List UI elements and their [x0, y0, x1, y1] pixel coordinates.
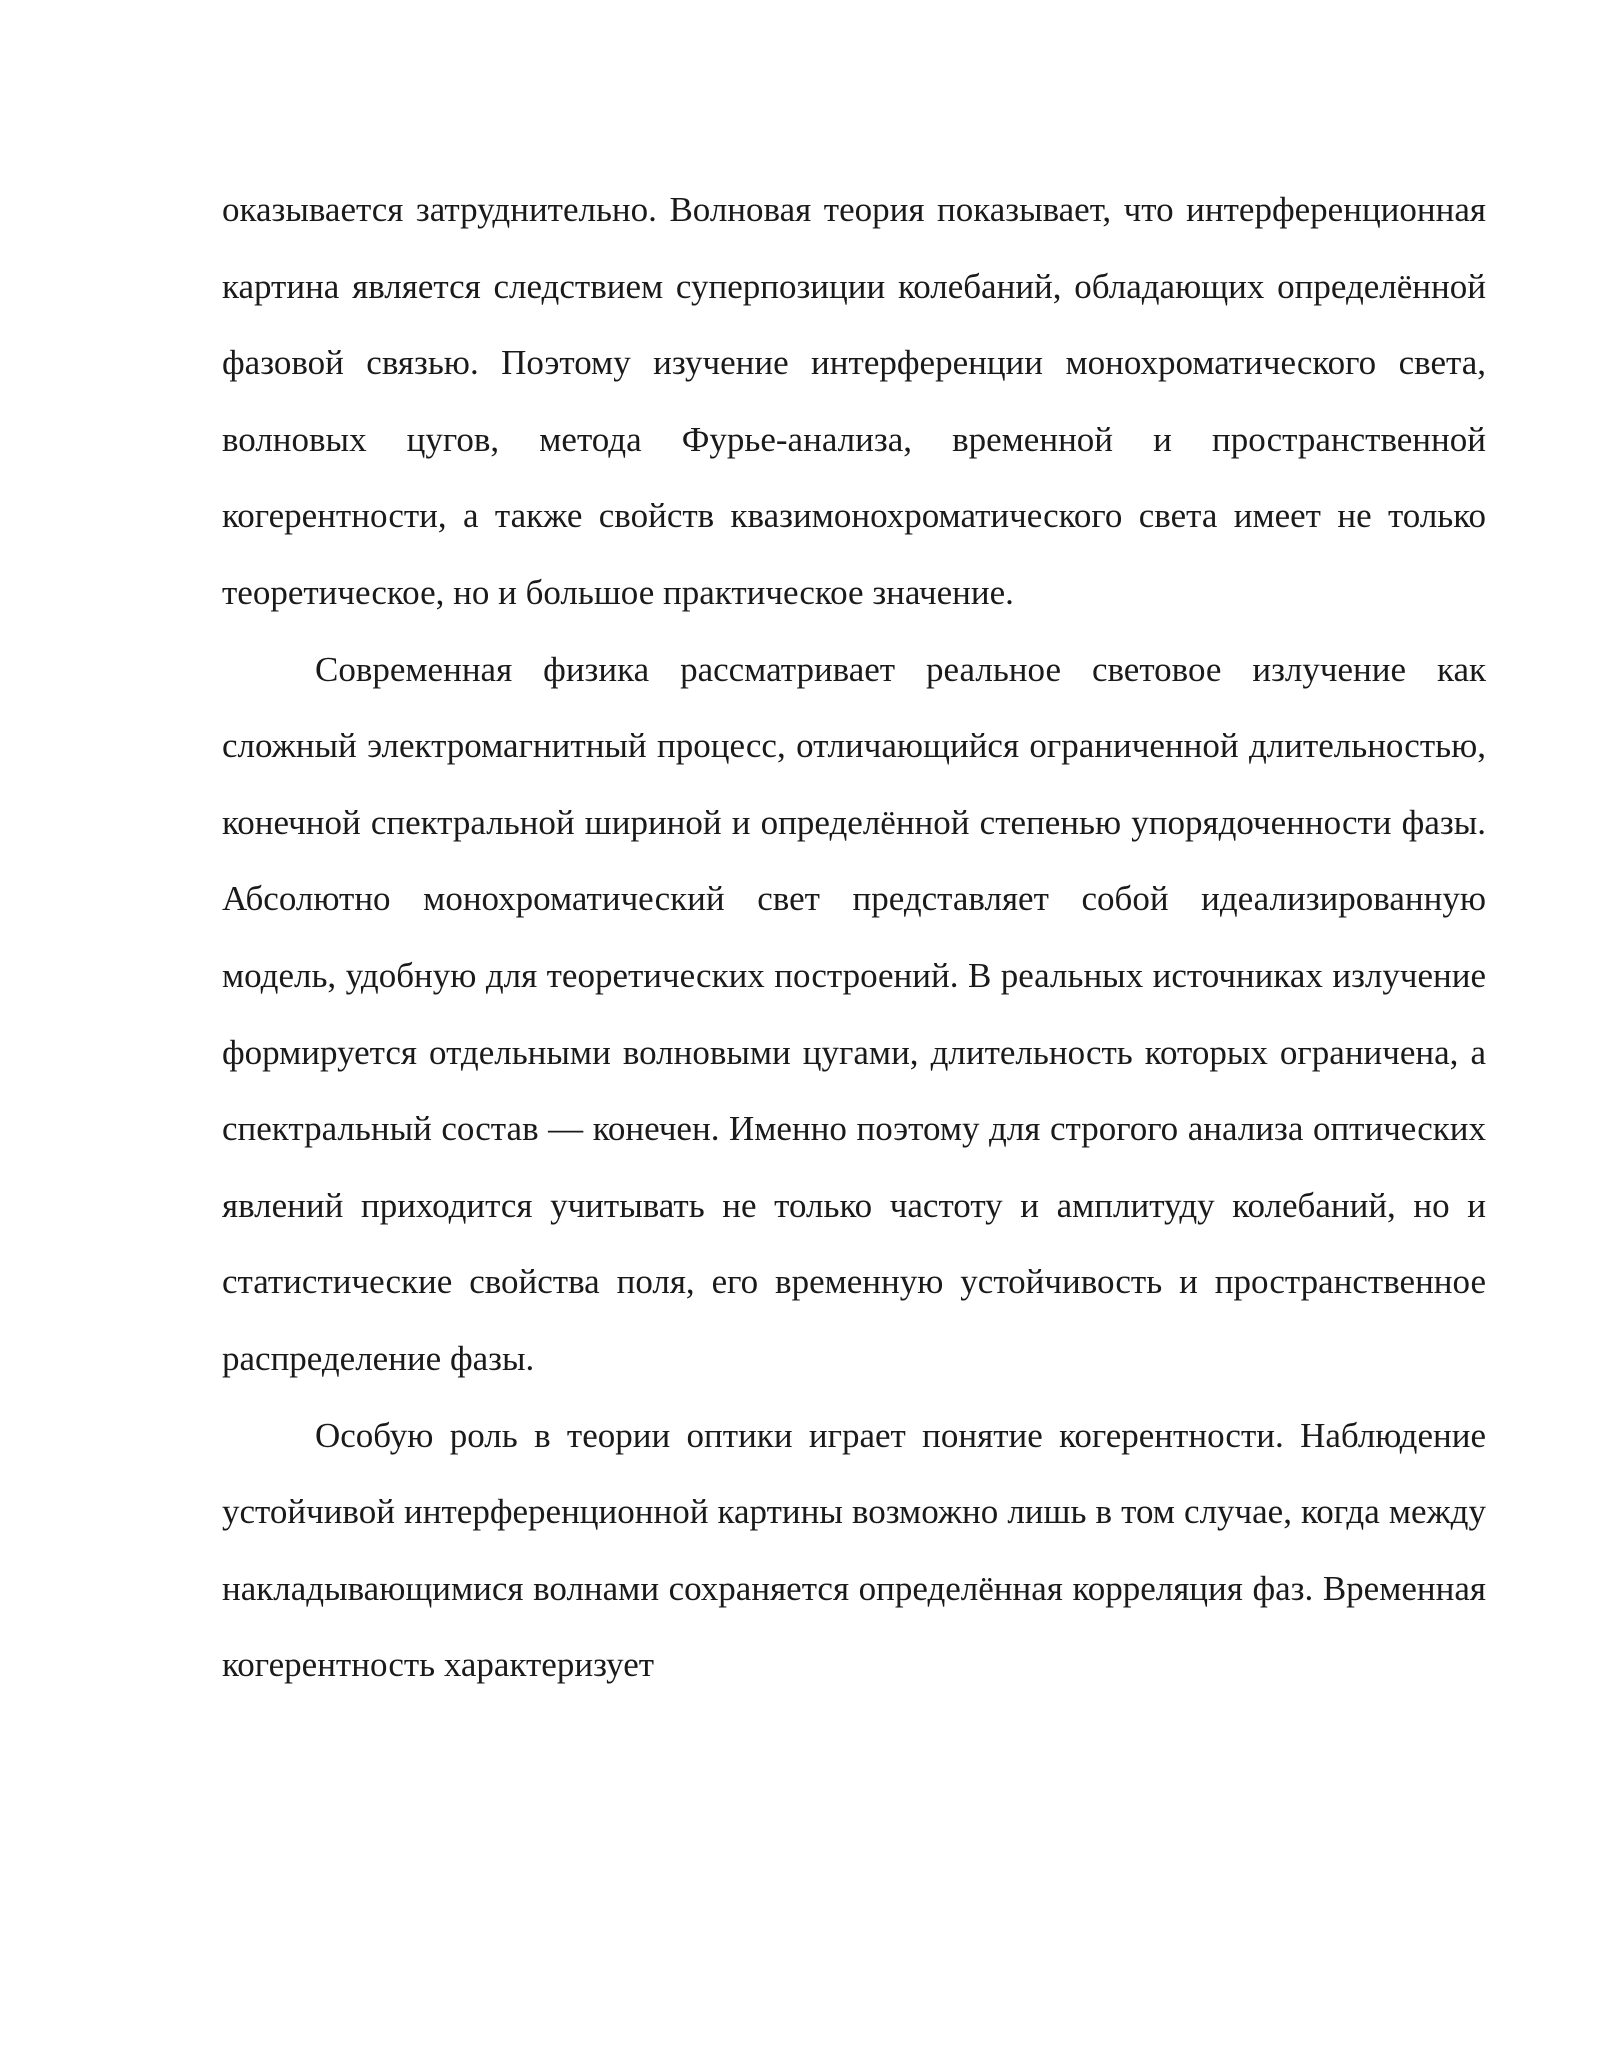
paragraph-1: оказывается затруднительно. Волновая теория показывает, что интерференционная картина является следствием суперпозиции колебаний, обладающих определённой фазовой связью. Поэтому изучение интерференции монохроматического света, волновых цугов, метода Фурье-анализа, временной и пространственной когерентности, а также свойств квазимонохроматического света имеет не только теоретическое, но и большое практическое значение. — [222, 190, 1486, 612]
paragraph-2: Современная физика рассматривает реальное световое излучение как сложный электромагнитный процесс, отличающийся ограниченной длительностью, конечной спектральной шириной и определённой степенью упорядоченности фазы. Абсолютно монохроматический свет представляет собой идеализированную модель, удобную для теоретических построений. В реальных источниках излучение формируется отдельными волновыми цугами, длительность которых ограничена, а спектральный состав — конечен. Именно поэтому для строгого анализа оптических явлений приходится учитывать не только частоту и амплитуду колебаний, но и статистические свойства поля, его временную устойчивость и пространственное распределение фазы. — [222, 649, 1486, 1378]
paragraph-3: Особую роль в теории оптики играет понятие когерентности. Наблюдение устойчивой интерференционной картины возможно лишь в том случае, когда между накладывающимися волнами сохраняется определённая корреляция фаз. Временная когерентность характеризует — [222, 1415, 1486, 1685]
document-body — [222, 172, 1486, 1704]
